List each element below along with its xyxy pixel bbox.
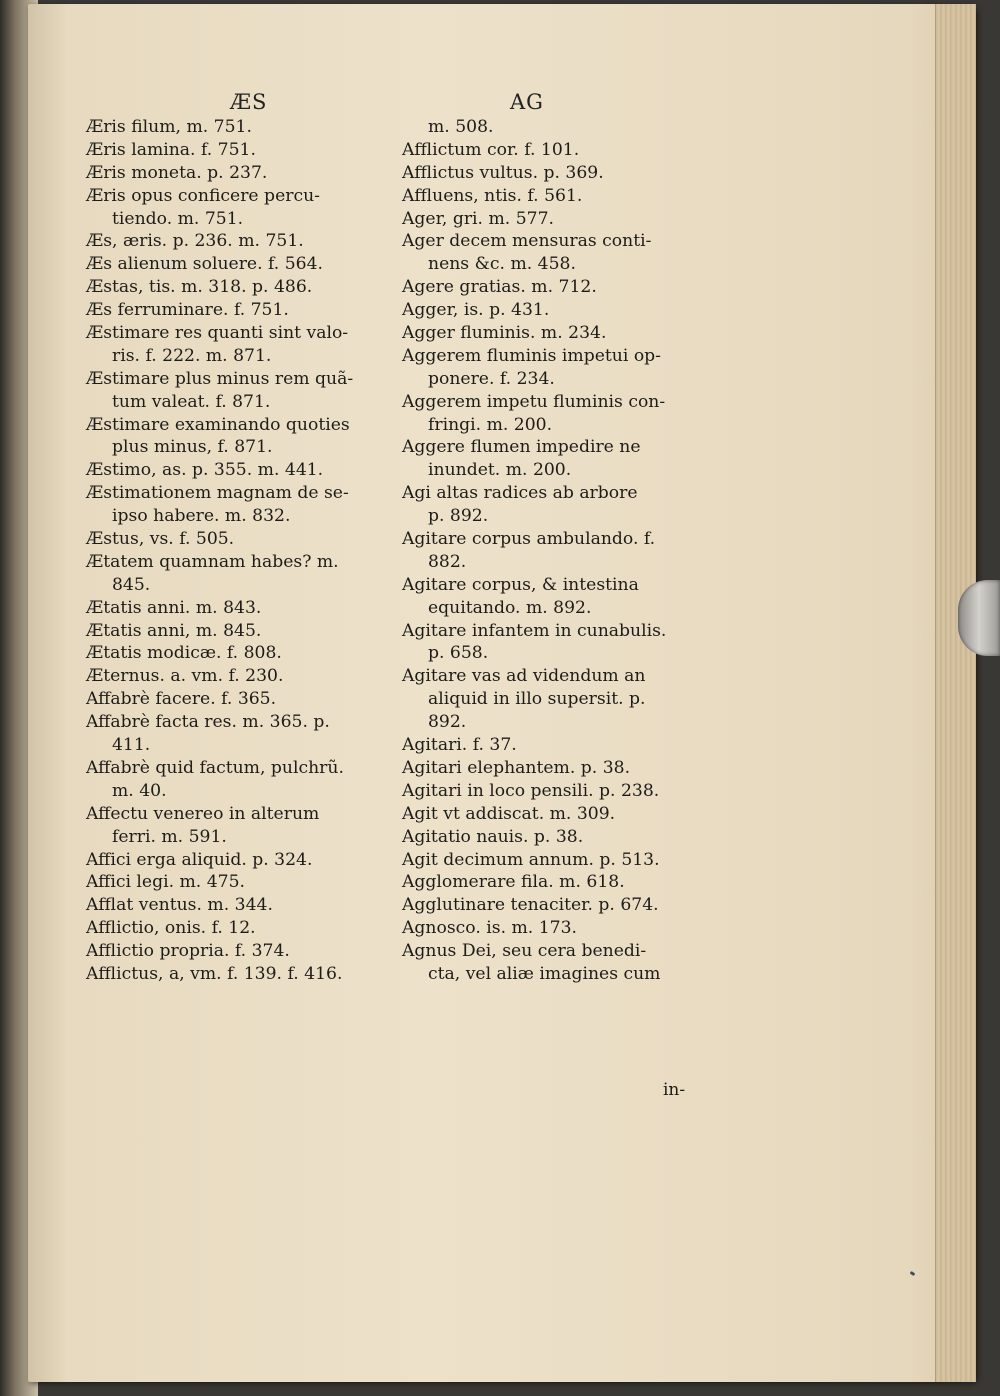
- left-column: [86, 116, 406, 986]
- dictionary-entry-line: Agere gratias. m. 712.: [402, 277, 597, 298]
- dictionary-entry-line: Æris filum, m. 751.: [86, 117, 252, 137]
- dictionary-entry-line: plus minus, f. 871.: [112, 437, 273, 458]
- dictionary-entry-line: Agitari elephantem. p. 38.: [402, 757, 631, 778]
- dictionary-entry-line: Æstimare res quanti sint valo-: [86, 323, 349, 344]
- dictionary-entry-line: Agitare corpus, & intestina: [402, 574, 639, 595]
- dictionary-entry-line: Æris moneta. p. 237.: [86, 162, 268, 183]
- dictionary-entry-line: p. 658.: [428, 643, 489, 664]
- dictionary-entry-line: Affici legi. m. 475.: [86, 872, 245, 893]
- dictionary-entry-line: Æstimare plus minus rem quã-: [86, 368, 354, 389]
- dictionary-entry-line: Æs, æris. p. 236. m. 751.: [86, 231, 304, 252]
- dictionary-entry-line: Agger fluminis. m. 234.: [402, 323, 607, 344]
- dictionary-entry-line: 845.: [112, 574, 151, 595]
- dictionary-entry-line: Afflictum cor. f. 101.: [402, 139, 580, 160]
- dictionary-entry-line: Affabrè quid factum, pulchrũ.: [86, 757, 344, 778]
- dictionary-entry-line: Agger, is. p. 431.: [402, 300, 550, 321]
- dictionary-entry-line: Æternus. a. vm. f. 230.: [86, 666, 284, 687]
- dictionary-entry-line: Ager decem mensuras conti-: [402, 231, 652, 252]
- dictionary-entry-line: Æstimare examinando quoties: [86, 414, 350, 435]
- dictionary-entry-line: Agnosco. is. m. 173.: [402, 918, 577, 939]
- dictionary-entry-line: Æstus, vs. f. 505.: [86, 529, 235, 550]
- dictionary-entry-line: Æs ferruminare. f. 751.: [86, 300, 289, 321]
- dictionary-entry-line: 882.: [428, 551, 467, 572]
- dictionary-entry-line: Agitare infantem in cunabulis.: [402, 620, 667, 641]
- dictionary-entry-line: ponere. f. 234.: [428, 368, 555, 389]
- right-column: [402, 116, 722, 986]
- catchword: in-: [663, 1080, 686, 1100]
- dictionary-entry-line: Agitatio nauis. p. 38.: [402, 826, 584, 847]
- dictionary-entry-line: Æris opus conficere percu-: [86, 185, 320, 206]
- dictionary-entry-line: tiendo. m. 751.: [112, 208, 244, 229]
- dictionary-entry-line: Afflictus vultus. p. 369.: [402, 162, 604, 183]
- dictionary-entry-line: fringi. m. 200.: [428, 414, 553, 435]
- right-running-header: AG: [510, 90, 544, 114]
- dictionary-entry-line: Ætatis anni, m. 845.: [86, 620, 262, 641]
- dictionary-entry-line: Agnus Dei, seu cera benedi-: [402, 941, 647, 962]
- dictionary-entry-line: 892.: [428, 712, 467, 733]
- dictionary-entry-line: Agi altas radices ab arbore: [402, 483, 638, 504]
- dictionary-entry-line: Afflat ventus. m. 344.: [86, 895, 273, 916]
- dictionary-entry-line: Afflictio propria. f. 374.: [86, 941, 290, 962]
- dictionary-entry-line: equitando. m. 892.: [428, 597, 592, 618]
- dictionary-entry-line: cta, vel aliæ imagines cum: [428, 963, 661, 984]
- dictionary-entry-line: Agglomerare fila. m. 618.: [402, 872, 625, 893]
- dictionary-entry-line: Æstimo, as. p. 355. m. 441.: [86, 460, 324, 481]
- dictionary-entry-line: Ager, gri. m. 577.: [402, 208, 554, 229]
- dictionary-entry-line: Affici erga aliquid. p. 324.: [86, 849, 313, 870]
- dictionary-entry-line: ferri. m. 591.: [112, 826, 227, 847]
- dictionary-entry-line: m. 40.: [112, 780, 167, 801]
- dictionary-entry-line: Agitare vas ad videndum an: [402, 666, 646, 687]
- dictionary-entry-line: m. 508.: [428, 117, 494, 137]
- dictionary-entry-line: Agitari. f. 37.: [402, 735, 517, 756]
- dictionary-entry-line: Aggerem impetu fluminis con-: [402, 391, 666, 412]
- dictionary-entry-line: inundet. m. 200.: [428, 460, 572, 481]
- dictionary-entry-line: Ætatis modicæ. f. 808.: [86, 643, 282, 664]
- dictionary-entry-line: 411.: [112, 735, 151, 756]
- dictionary-entry-line: aliquid in illo supersit. p.: [428, 689, 646, 710]
- dictionary-entry-line: Ætatis anni. m. 843.: [86, 597, 262, 618]
- dictionary-entry-line: ris. f. 222. m. 871.: [112, 345, 272, 366]
- dictionary-entry-line: Afflictio, onis. f. 12.: [86, 918, 256, 939]
- dictionary-entry-line: Agitare corpus ambulando. f.: [402, 529, 656, 550]
- dictionary-entry-line: Æstas, tis. m. 318. p. 486.: [86, 277, 313, 298]
- dictionary-entry-line: Agitari in loco pensili. p. 238.: [402, 780, 660, 801]
- dictionary-entry-line: Afflictus, a, vm. f. 139. f. 416.: [86, 963, 343, 984]
- left-running-header: ÆS: [230, 90, 268, 114]
- page-clip: [958, 580, 1000, 656]
- dictionary-entry-line: Agit decimum annum. p. 513.: [402, 849, 660, 870]
- dictionary-entry-line: Agit vt addiscat. m. 309.: [402, 803, 616, 824]
- dictionary-entry-line: Affabrè facere. f. 365.: [86, 689, 277, 710]
- dictionary-entry-line: Ætatem quamnam habes? m.: [86, 551, 339, 572]
- dictionary-entry-line: ipso habere. m. 832.: [112, 506, 291, 527]
- dictionary-entry-line: Æs alienum soluere. f. 564.: [86, 254, 323, 275]
- dictionary-entry-line: nens &c. m. 458.: [428, 254, 576, 275]
- dictionary-entry-line: Affectu venereo in alterum: [86, 803, 320, 824]
- dictionary-entry-line: Æris lamina. f. 751.: [86, 139, 256, 160]
- dictionary-entry-line: Agglutinare tenaciter. p. 674.: [402, 895, 659, 916]
- dictionary-entry-line: Affluens, ntis. f. 561.: [402, 185, 583, 206]
- dictionary-entry-line: Aggere flumen impedire ne: [402, 437, 641, 458]
- page-edges: [935, 4, 976, 1382]
- dictionary-entry-line: p. 892.: [428, 506, 489, 527]
- dictionary-entry-line: Affabrè facta res. m. 365. p.: [86, 712, 330, 733]
- dictionary-entry-line: Æstimationem magnam de se-: [86, 483, 349, 504]
- dictionary-entry-line: Aggerem fluminis impetui op-: [402, 345, 661, 366]
- dictionary-entry-line: tum valeat. f. 871.: [112, 391, 271, 412]
